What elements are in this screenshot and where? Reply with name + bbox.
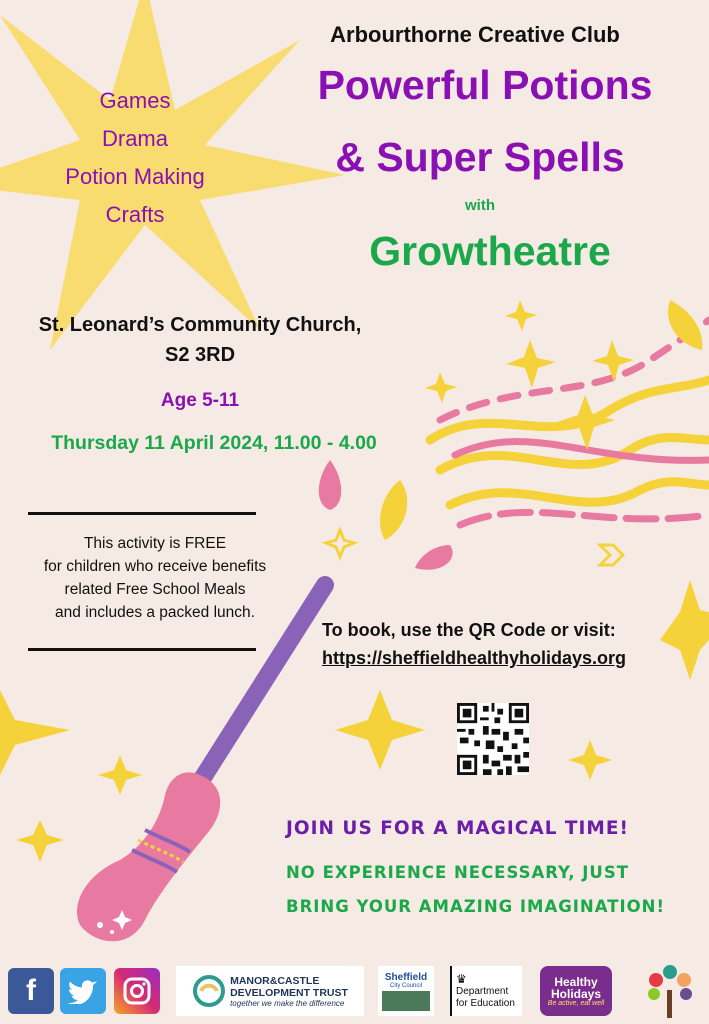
dfe-name-1: Department xyxy=(456,986,509,997)
free-info xyxy=(10,532,300,624)
venue-line-1: St. Leonard’s Community Church, xyxy=(38,314,362,336)
with-label: with xyxy=(465,197,495,214)
free-info-line: and includes a packed lunch. xyxy=(55,604,255,621)
age-range: Age 5-11 xyxy=(160,390,240,411)
instagram-icon xyxy=(114,968,160,1014)
club-name: Arbourthorne Creative Club xyxy=(330,22,620,47)
booking-link[interactable]: https://sheffieldhealthyholidays.org xyxy=(322,648,627,668)
title-line-2: & Super Spells xyxy=(335,134,625,180)
healthy-name-1: Healthy xyxy=(554,974,598,989)
divider-bottom xyxy=(28,648,256,651)
free-info-line: related Free School Meals xyxy=(64,581,246,598)
sheffield-name: Sheffield xyxy=(384,971,428,983)
healthy-holidays-logo xyxy=(540,966,612,1016)
slogan-line-2: BRING YOUR AMAZING IMAGINATION! xyxy=(286,897,665,916)
sheffield-council: City Council xyxy=(389,982,422,989)
booking-text: To book, use the QR Code or visit: xyxy=(322,620,616,640)
venue-line-2: S2 3RD xyxy=(164,344,236,366)
dfe-logo xyxy=(450,966,522,1016)
slogan-no-experience xyxy=(286,856,696,924)
manor-castle-name-1: MANOR&CASTLE xyxy=(230,974,320,987)
activity-drama: Drama xyxy=(101,126,168,151)
healthy-name-2: Holidays xyxy=(550,986,601,1001)
crown-icon: ♛ xyxy=(456,972,467,986)
company-name: Growtheatre xyxy=(369,228,611,274)
qr-code-icon[interactable] xyxy=(457,703,529,775)
tree-logo-icon xyxy=(640,964,698,1020)
sheffield-crest-icon xyxy=(382,991,430,1011)
title-line-1: Powerful Potions xyxy=(317,62,653,108)
venue xyxy=(0,310,400,370)
twitter-icon xyxy=(60,968,106,1014)
manor-castle-emblem-icon xyxy=(192,974,226,1008)
manor-castle-logo xyxy=(176,966,364,1016)
event-date: Thursday 11 April 2024, 11.00 - 4.00 xyxy=(51,432,377,454)
free-info-line: for children who receive benefits xyxy=(43,558,267,575)
instagram-link[interactable] xyxy=(114,966,160,1016)
dfe-name-2: for Education xyxy=(456,998,515,1009)
twitter-link[interactable] xyxy=(60,966,106,1016)
divider-top xyxy=(28,512,256,515)
slogan-line-1: NO EXPERIENCE NECESSARY, JUST xyxy=(286,863,629,882)
manor-castle-tagline: together we make the difference xyxy=(230,998,345,1008)
activity-games: Games xyxy=(99,88,171,113)
free-info-line: This activity is FREE xyxy=(83,535,227,552)
slogan-join: JOIN US FOR A MAGICAL TIME! xyxy=(286,818,629,839)
manor-castle-name-2: DEVELOPMENT TRUST xyxy=(230,986,348,999)
healthy-tagline: Be active, eat well xyxy=(547,999,605,1007)
facebook-link[interactable] xyxy=(8,966,54,1016)
sheffield-council-logo xyxy=(378,966,434,1016)
facebook-icon: f xyxy=(8,968,54,1014)
activity-potion-making: Potion Making xyxy=(65,164,205,189)
activity-crafts: Crafts xyxy=(105,202,165,227)
